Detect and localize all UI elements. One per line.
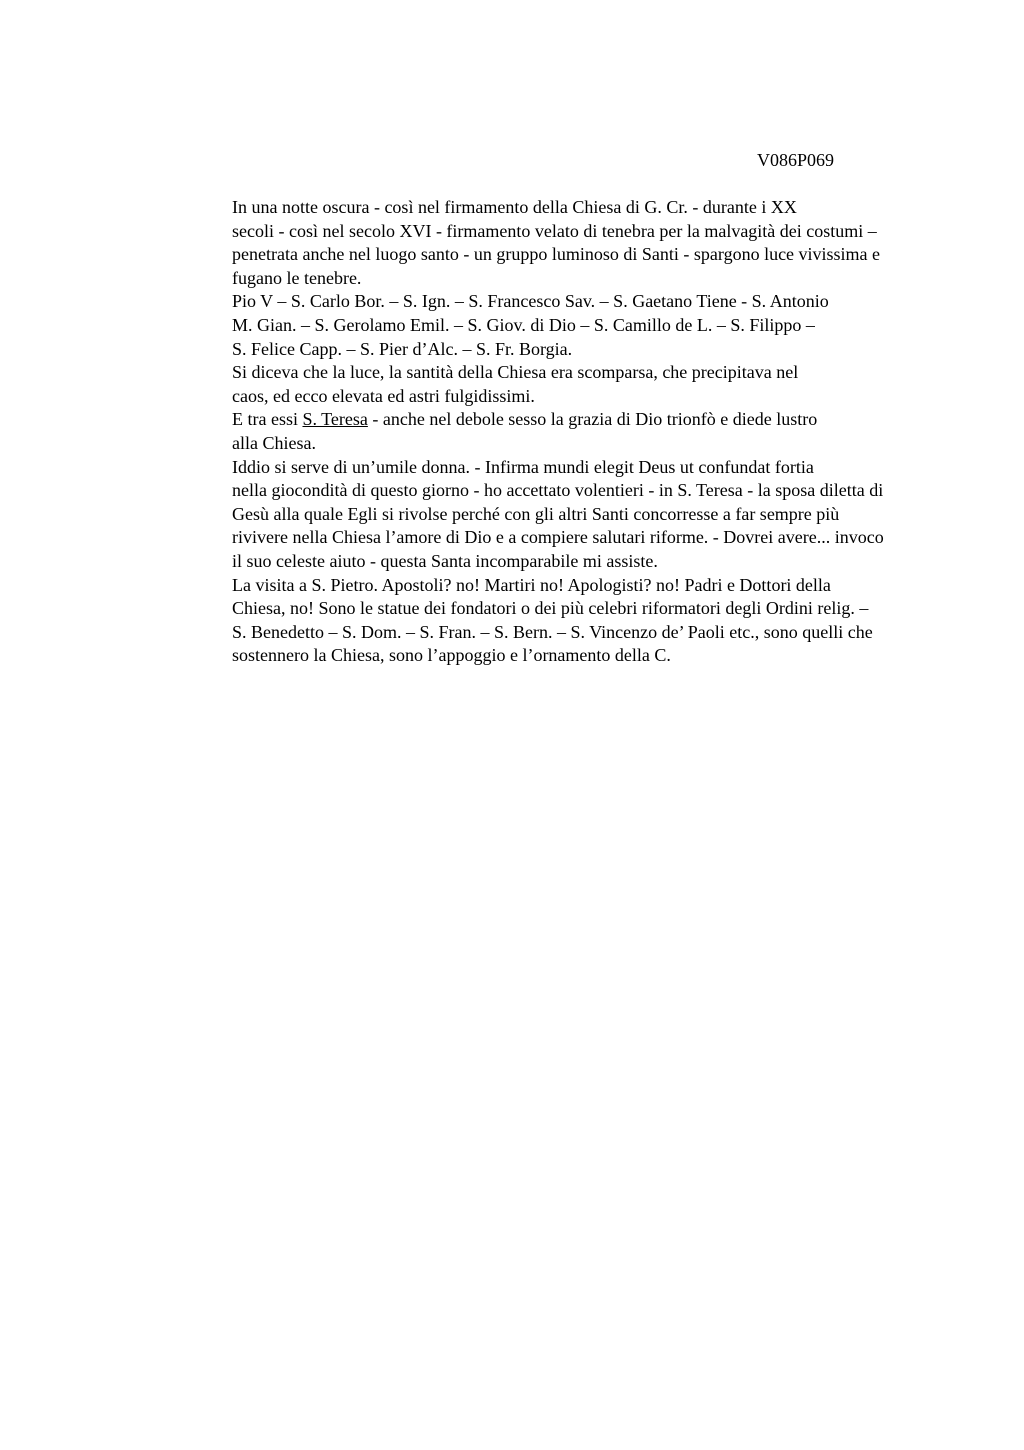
text-line: caos, ed ecco elevata ed astri fulgidissimi. [232, 385, 535, 406]
text-line: secoli - così nel secolo XVI - firmamento velato di tenebra per la malvagità dei costumi – [232, 220, 877, 241]
text-line: Chiesa, no! Sono le statue dei fondatori o dei più celebri riformatori degli Ordini relig. – [232, 598, 869, 619]
text-line: Gesù alla quale Egli si rivolse perché con gli altri Santi concorresse a far sempre più [232, 503, 840, 524]
text-line: Pio V – S. Carlo Bor. – S. Ign. – S. Francesco Sav. – S. Gaetano Tiene - S. Antonio [232, 291, 829, 312]
paragraph-teresa [171, 408, 931, 455]
text-line: penetrata anche nel luogo santo - un gruppo luminoso di Santi - spargono luce vivissima e [232, 244, 881, 265]
text-line: sostennero la Chiesa, sono l’appoggio e l’ornamento della C. [232, 645, 671, 666]
text-line: S. Felice Capp. – S. Pier d’Alc. – S. Fr. Borgia. [232, 338, 573, 359]
paragraph-light [171, 361, 931, 408]
paragraph-night [171, 196, 931, 290]
text-line: S. Benedetto – S. Dom. – S. Fran. – S. Bern. – S. Vincenzo de’ Paoli etc., sono quelli che [232, 621, 873, 642]
text-line: il suo celeste aiuto - questa Santa incomparabile mi assiste. [232, 550, 658, 571]
text-fragment: E tra essi [232, 409, 303, 430]
text-line: M. Gian. – S. Gerolamo Emil. – S. Giov. di Dio – S. Camillo de L. – S. Filippo – [232, 314, 815, 335]
page-id: V086P069 [757, 150, 835, 170]
text-line: fugano le tenebre. [232, 267, 362, 288]
text-fragment: - anche nel debole sesso la grazia di Dio trionfò e diede lustro [367, 409, 818, 430]
text-line: nella giocondità di questo giorno - ho accettato volentieri - in S. Teresa - la sposa diletta di [232, 480, 884, 501]
text-line [171, 408, 931, 432]
text-line: In una notte oscura - così nel firmamento della Chiesa di G. Cr. - durante i XX [232, 197, 797, 217]
text-line: Iddio si serve di un’umile donna. - Infirma mundi elegit Deus ut confundat fortia [232, 456, 814, 477]
text-line: rivivere nella Chiesa l’amore di Dio e a compiere salutari riforme. - Dovrei avere... invoco [232, 527, 884, 548]
paragraph-st-peter-visit [171, 574, 931, 668]
paragraph-humble-woman [171, 456, 931, 574]
underlined-name: S. Teresa [302, 409, 368, 430]
text-line: alla Chiesa. [232, 432, 316, 453]
text-line: La visita a S. Pietro. Apostoli? no! Martiri no! Apologisti? no! Padri e Dottori della [232, 574, 831, 595]
document-body [171, 196, 931, 668]
paragraph-saints-list [171, 290, 931, 361]
text-line: Si diceva che la luce, la santità della Chiesa era scomparsa, che precipitava nel [232, 362, 799, 383]
